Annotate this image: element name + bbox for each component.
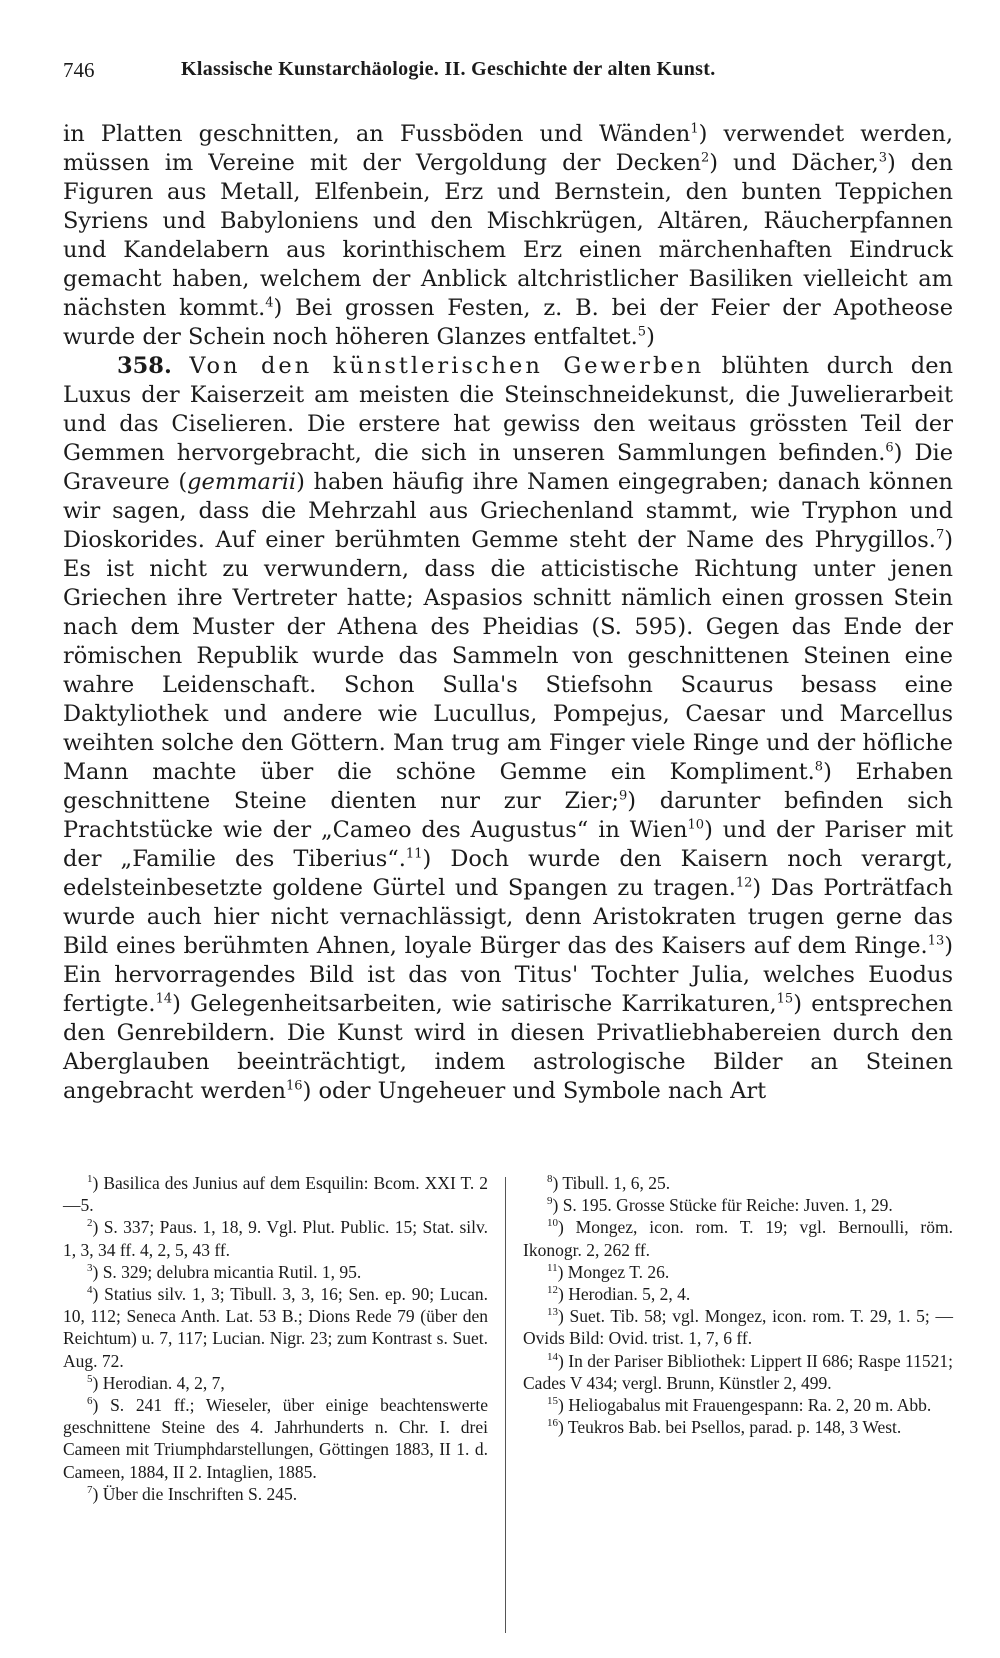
text-run: blühten durch den Luxus der Kaiserzeit am meisten die Steinschneidekunst, die Juwelierarbeit und das Ciselieren. Die erstere hat gewiss den weitaus grössten Teil der Gemmen hervorgebracht, die sich in unseren Sammlungen befinden. [63,353,954,466]
text-run: in Platten geschnitten, an Fussböden und Wänden [63,121,691,147]
footnote-number: 8 [547,1173,553,1186]
footnotes-right-column [523,1172,953,1438]
footnote-ref: 16 [286,1078,303,1094]
section-number: 358. [117,353,172,379]
text-run: ) Erhaben geschnittene Steine dienten nur zur Zier; [63,759,953,814]
footnote-number: 4 [87,1284,93,1297]
footnote-11 [523,1261,953,1283]
text-run: ) Doch wurde den Kaisern noch verargt, edelsteinbesetzte goldene Gürtel und Spangen zu tragen. [63,846,953,901]
footnote-ref: 7 [935,527,945,543]
footnote-ref: 8 [814,759,824,775]
text-run: ) oder Ungeheuer und Symbole nach Art [302,1078,767,1104]
footnote-text: ) Teukros Bab. bei Psellos, parad. p. 148, 3 West. [558,1417,902,1438]
footnote-ref: 10 [687,817,705,833]
footnote-ref: 5 [637,324,647,340]
footnote-ref: 6 [885,440,894,456]
footnote-text: ) Mongez, icon. rom. T. 19; vgl. Bernoulli, röm. Ikonogr. 2, 262 ff. [523,1217,953,1260]
footnote-15 [523,1394,953,1416]
footnote-text: ) Heliogabalus mit Frauengespann: Ra. 2, 20 m. Abb. [558,1395,932,1416]
footnote-text: ) Herodian. 4, 2, 7, [92,1372,225,1393]
footnote-text: ) Mongez T. 26. [557,1261,670,1282]
footnote-number: 14 [547,1350,558,1363]
footnote-ref: 9 [618,788,628,804]
footnote-text: ) S. 329; delubra micantia Rutil. 1, 95. [92,1261,362,1282]
footnote-number: 11 [547,1261,558,1274]
footnote-number: 10 [547,1217,558,1230]
footnote-1 [63,1172,488,1216]
text-run: ) darunter befinden sich Prachtstücke wie der „Cameo des Augustus“ in Wien [63,788,953,843]
footnotes-left-column [63,1172,488,1505]
footnote-number: 6 [87,1395,93,1408]
footnote-10 [523,1216,953,1260]
footnote-text: ) Suet. Tib. 58; vgl. Mongez, icon. rom. T. 29, 1. 5; — Ovids Bild: Ovid. trist. 1, 7, 6 ff. [523,1306,953,1349]
footnote-number: 16 [547,1417,558,1430]
spaced-heading: Von den künstlerischen Gewerben [189,353,705,379]
footnote-3 [63,1261,488,1283]
main-text [63,120,953,1165]
footnote-number: 7 [87,1484,93,1497]
footnote-ref: 14 [155,991,173,1007]
footnote-ref: 3 [878,150,887,166]
footnote-number: 12 [547,1284,558,1297]
footnote-text: ) Statius silv. 1, 3; Tibull. 3, 3, 16; Sen. ep. 90; Lucan. 10, 112; Seneca Anth. Lat. 53 B.; Dions Rede 79 (über den Reichtum) u. 7, 117; Lucian. Nigr. 23; zum Kontrast s. Suet. Aug. 72. [63,1284,488,1371]
text-run: ) Ein hervorragendes Bild ist das von Titus' Tochter Julia, welches Euodus fertigte. [63,933,953,1017]
column-divider [505,1177,506,1633]
footnote-13 [523,1305,953,1349]
italic-term: gemmarii [187,469,297,495]
text-run: ) verwendet werden, müssen im Vereine mit der Vergoldung der Decken [63,121,953,176]
footnote-number: 2 [87,1217,93,1230]
running-head: Klassische Kunstarchäologie. II. Geschichte der alten Kunst. [181,58,716,80]
footnote-ref: 11 [405,846,423,862]
text-run: ) [646,324,655,350]
footnote-number: 5 [87,1373,93,1385]
footnote-number: 3 [87,1261,93,1274]
footnote-text: ) S. 337; Paus. 1, 18, 9. Vgl. Plut. Public. 15; Stat. silv. 1, 3, 34 ff. 4, 2, 5, 43 ff. [63,1217,488,1260]
footnote-14 [523,1350,953,1394]
text-run: ) Die Graveure ( [63,440,954,495]
paragraph-358 [63,352,953,1106]
footnote-text: ) Tibull. 1, 6, 25. [552,1173,671,1193]
footnote-ref: 13 [927,933,945,949]
footnote-16 [523,1416,953,1438]
footnote-12 [523,1283,953,1305]
text-run: ) Es ist nicht zu verwundern, dass die atticistische Richtung unter jenen Griechen ihre Vertreter hatte; Aspasios schnitt nämlich einen grossen Stein nach dem Muster der Athena des Pheidias (S. 595). Gegen das Ende der römischen Republik wurde das Sammeln von geschnittenen Steinen eine wahre Leidenschaft. Schon Sulla's Stiefsohn Scaurus besass eine Daktyliothek und andere wie Lucullus, Pompejus, Caesar und Marcellus weihten solche den Göttern. Man trug am Finger viele Ringe und der höfliche Mann machte über die schöne Gemme ein Kompliment. [63,527,953,785]
text-run: ) und Dächer, [709,150,879,176]
footnote-ref: 2 [700,150,710,166]
footnote-text: ) Über die Inschriften S. 245. [92,1483,298,1504]
text-run: ) Das Porträtfach wurde auch hier nicht vernachlässigt, denn Aristokraten trugen gerne das Bild eines berühmten Ahnen, loyale Bürger das des Kaisers auf dem Ringe. [63,875,953,959]
footnote-7 [63,1483,488,1505]
footnote-5 [63,1372,488,1394]
paragraph-1 [63,120,953,352]
footnote-9 [523,1194,953,1216]
footnote-number: 13 [547,1306,558,1319]
footnote-ref: 12 [735,875,753,891]
footnote-8 [523,1172,953,1194]
page-number: 746 [63,58,95,82]
footnote-number: 1 [87,1173,93,1186]
footnote-text: ) S. 241 ff.; Wieseler, über einige beachtenswerte geschnittene Steine des 4. Jahrhunderts n. Chr. I. drei Cameen mit Triumphdarstellungen, Göttingen 1883, II 1. d. Cameen, 1884, II 2. Intaglien, 1885. [63,1395,488,1482]
text-run: ) haben häufig ihre Namen eingegraben; danach können wir sagen, dass die Mehrzahl aus Griechenland stammt, wie Tryphon und Dioskorides. Auf einer berühmten Gemme steht der Name des Phrygillos. [63,469,953,553]
footnote-text: ) In der Pariser Bibliothek: Lippert II 686; Raspe 11521; Cades V 434; vergl. Brunn, Künstler 2, 499. [523,1350,953,1393]
footnote-text: ) Herodian. 5, 2, 4. [558,1284,691,1305]
footnote-text: ) Basilica des Junius auf dem Esquilin: Bcom. XXI T. 2—5. [63,1173,488,1216]
footnote-ref: 1 [690,121,699,137]
page-header [63,58,925,92]
footnotes [63,1172,953,1642]
footnote-4 [63,1283,488,1372]
footnote-number: 15 [547,1395,558,1408]
footnote-ref: 15 [776,991,794,1007]
footnote-text: ) S. 195. Grosse Stücke für Reiche: Juven. 1, 29. [552,1195,893,1216]
text-run: ) Gelegenheitsarbeiten, wie satirische Karrikaturen, [172,991,777,1017]
text-run: ) Bei grossen Festen, z. B. bei der Feier der Apotheose wurde der Schein noch höheren Glanzes entfaltet. [63,295,954,350]
footnote-ref: 4 [265,295,274,311]
footnote-6 [63,1394,488,1483]
text-run: ) den Figuren aus Metall, Elfenbein, Erz und Bernstein, den bunten Teppichen Syriens und Babyloniens und den Mischkrügen, Altären, Räucherpfannen und Kandelabern aus korinthischem Erz einen märchenhaften Eindruck gemacht haben, welchem der Anblick altchristlicher Basiliken vielleicht am nächsten kommt. [63,150,953,321]
text-run: ) entsprechen den Genrebildern. Die Kunst wird in diesen Privatliebhabereien durch den Aberglauben beeinträchtigt, indem astrologische Bilder an Steinen angebracht werden [63,991,953,1104]
text-run: ) und der Pariser mit der „Familie des Tiberius“. [63,817,953,872]
footnote-number: 9 [547,1195,553,1208]
footnote-2 [63,1216,488,1260]
